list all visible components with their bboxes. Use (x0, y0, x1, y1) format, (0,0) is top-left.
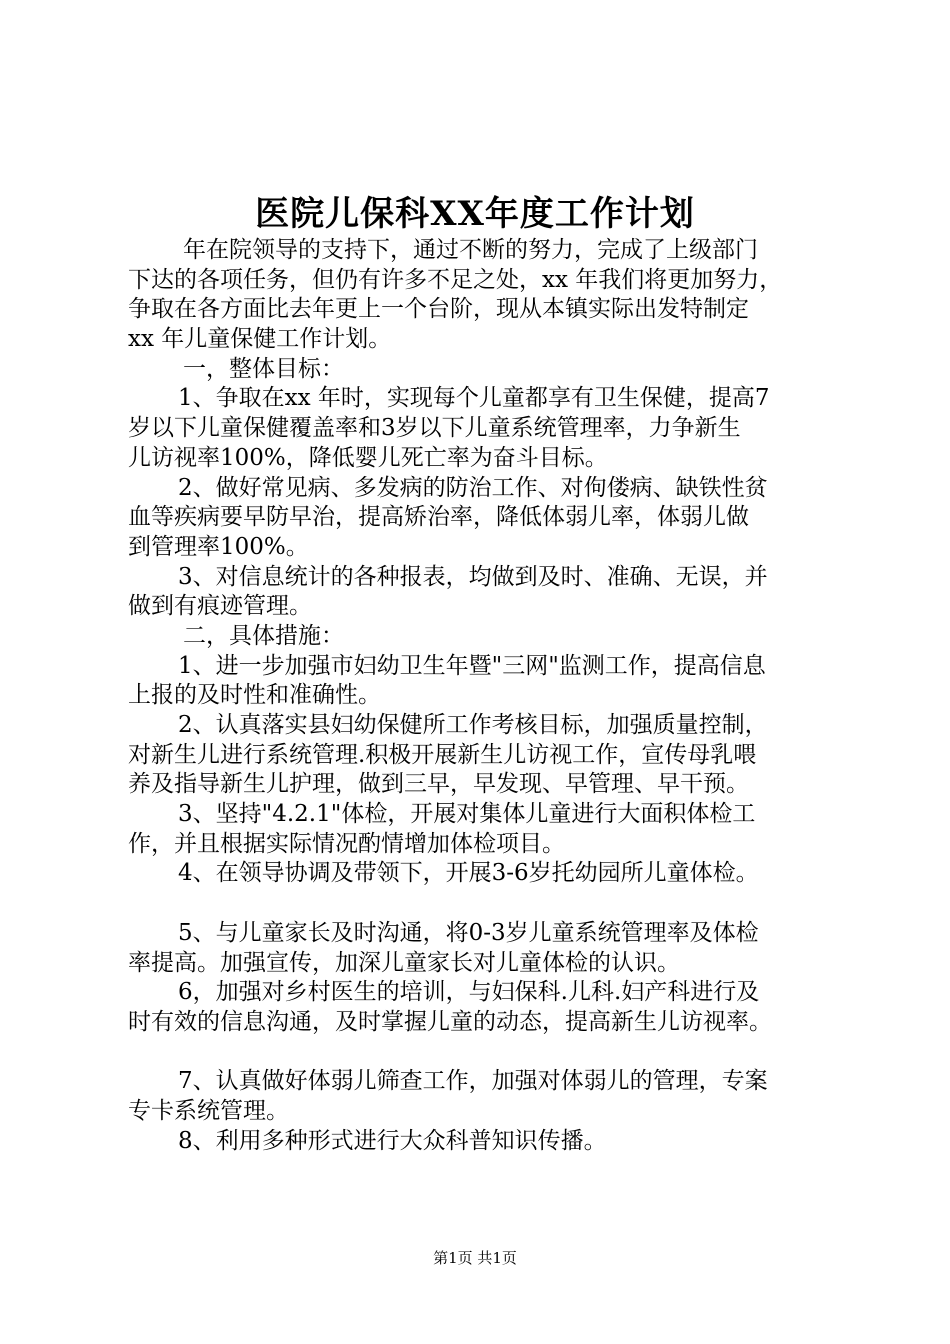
paragraph-line: 儿访视率100%，降低婴儿死亡率为奋斗目标。 (128, 444, 608, 471)
paragraph-line: 专卡系统管理。 (128, 1097, 289, 1124)
paragraph-line: 1、进一步加强市妇幼卫生年暨"三网"监测工作，提高信息 (178, 652, 766, 679)
paragraph-line: 时有效的信息沟通，及时掌握儿童的动态，提高新生儿访视率。 (128, 1008, 772, 1035)
paragraph-line: 下达的各项任务，但仍有许多不足之处，xx 年我们将更加努力， (128, 266, 783, 293)
paragraph-line: 争取在各方面比去年更上一个台阶，现从本镇实际出发特制定 (128, 296, 749, 323)
paragraph-line: 对新生儿进行系统管理.积极开展新生儿访视工作，宣传母乳喂 (128, 741, 757, 768)
paragraph-line: 到管理率100%。 (128, 533, 309, 560)
paragraph-line: 血等疾病要早防早治，提高矫治率，降低体弱儿率，体弱儿做 (128, 504, 749, 531)
section-heading: 二，具体措施： (183, 622, 344, 649)
paragraph-line: 岁以下儿童保健覆盖率和3岁以下儿童系统管理率，力争新生 (128, 415, 741, 442)
document-title: 医院儿保科XX年度工作计划 (255, 194, 695, 234)
paragraph-line: 5、与儿童家长及时沟通，将0-3岁儿童系统管理率及体检 (178, 919, 759, 946)
paragraph-line: 3、坚持"4.2.1"体检，开展对集体儿童进行大面积体检工 (178, 801, 756, 828)
paragraph-line: 养及指导新生儿护理，做到三早，早发现、早管理、早干预。 (128, 771, 749, 798)
document-body (128, 236, 840, 1156)
paragraph-line: 6，加强对乡村医生的培训，与妇保科.儿科.妇产科进行及 (178, 979, 760, 1006)
paragraph-line: 4、在领导协调及带领下，开展3-6岁托幼园所儿童体检。 (178, 860, 759, 887)
paragraph-line: 1、争取在xx 年时，实现每个儿童都享有卫生保健，提高7 (178, 385, 770, 412)
paragraph-line: 2、认真落实县妇幼保健所工作考核目标，加强质量控制， (178, 712, 768, 738)
paragraph-line: 上报的及时性和准确性。 (128, 682, 381, 709)
section-heading: 一，整体目标： (183, 355, 344, 382)
paragraph-line: 做到有痕迹管理。 (128, 593, 312, 620)
paragraph-line: 7、认真做好体弱儿筛查工作，加强对体弱儿的管理，专案 (178, 1068, 768, 1095)
page-footer: 第1页 共1页 (433, 1249, 517, 1267)
paragraph-line: 8、利用多种形式进行大众科普知识传播。 (178, 1127, 607, 1154)
paragraph-line: 2、做好常见病、多发病的防治工作、对佝偻病、缺铁性贫 (178, 474, 768, 501)
paragraph-line: xx 年儿童保健工作计划。 (128, 326, 392, 353)
paragraph-line: 3、对信息统计的各种报表，均做到及时、准确、无误，并 (178, 563, 768, 590)
paragraph-line: 年在院领导的支持下，通过不断的努力，完成了上级部门 (183, 237, 758, 263)
blank-line (128, 1038, 840, 1068)
paragraph-line: 率提高。加强宣传，加深儿童家长对儿童体检的认识。 (128, 949, 680, 976)
blank-line (128, 889, 840, 919)
paragraph-line: 作，并且根据实际情况酌情增加体检项目。 (128, 830, 565, 857)
